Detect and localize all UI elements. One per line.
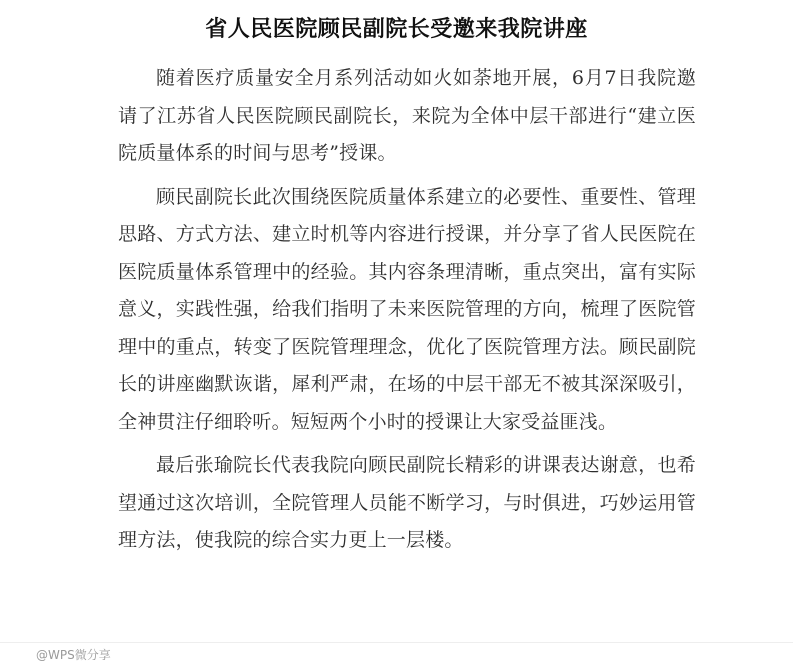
paragraph-1: 随着医疗质量安全月系列活动如火如荼地开展，6月7日我院邀请了江苏省人民医院顾民副院长，来院为全体中层干部进行“建立医院质量体系的时间与思考”授课。: [118, 67, 696, 164]
watermark-divider: [0, 642, 793, 643]
paragraph-2: 顾民副院长此次围绕医院质量体系建立的必要性、重要性、管理思路、方式方法、建立时机等内容进行授课，并分享了省人民医院在医院质量体系管理中的经验。其内容条理清晰，重点突出，富有实际意义，实践性强，给我们指明了未来医院管理的方向，梳理了医院管理中的重点，转变了医院管理理念，优化了医院管理方法。顾民副院长的讲座幽默诙谐，犀利严肃，在场的中层干部无不被其深深吸引，全神贯注仔细聆听。短短两个小时的授课让大家受益匪浅。: [118, 185, 696, 433]
paragraph-3: 最后张瑜院长代表我院向顾民副院长精彩的讲课表达谢意，也希望通过这次培训，全院管理人员能不断学习，与时俱进，巧妙运用管理方法，使我院的综合实力更上一层楼。: [118, 454, 696, 551]
watermark-text: @WPS微分享: [36, 648, 111, 662]
document-title: 省人民医院顾民副院长受邀来我院讲座: [205, 17, 588, 42]
document-body: [118, 60, 696, 566]
